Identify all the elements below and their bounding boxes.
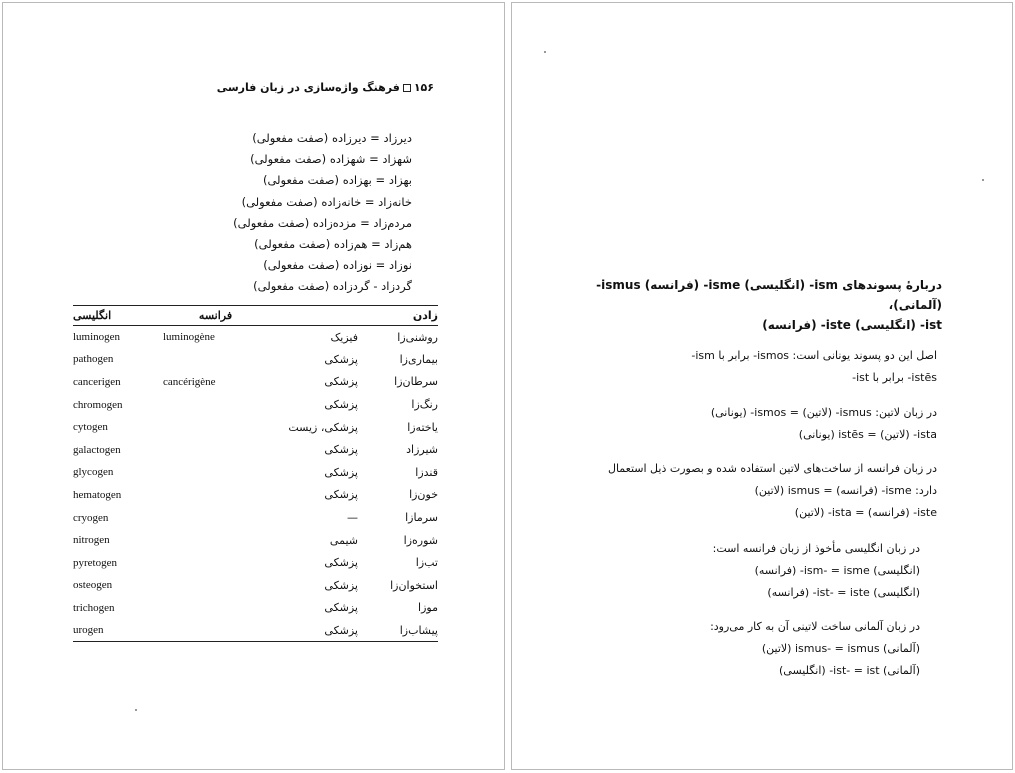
table-header-row: [73, 306, 438, 326]
list-item: خانه‌زاد = خانه‌زاده (صفت مفعولی): [241, 194, 412, 209]
scan-speck: [982, 179, 984, 181]
cell-field: پزشکی: [324, 465, 358, 479]
table-row: [73, 529, 438, 552]
paragraph-line: (آلمانی) ismus- = ismus (لاتین): [761, 642, 920, 655]
page-number: ۱۵۶: [413, 81, 434, 94]
cell-french: [163, 619, 268, 642]
cell-french: [163, 506, 268, 529]
table-row: [73, 461, 438, 484]
cell-french: cancérigène: [163, 375, 216, 388]
paragraph-line: در زبان فرانسه از ساخت‌های لاتین استفاده شده و بصورت ذیل استعمال: [607, 462, 937, 475]
header-persian: زادن: [358, 306, 438, 326]
paragraph-english: [713, 538, 920, 604]
cell-english: hematogen: [73, 488, 122, 501]
cell-persian: بیماری‌زا: [399, 352, 438, 366]
cell-french: [163, 551, 268, 574]
list-item: گردزاد - گردزاده (صفت مفعولی): [253, 279, 412, 294]
cell-english: cytogen: [73, 421, 108, 434]
running-header: [74, 81, 434, 94]
paragraph-line: iste- (فرانسه) = ista- (لاتین): [794, 506, 937, 519]
cell-french: [163, 461, 268, 484]
table-row: [73, 597, 438, 620]
cell-english: pyretogen: [73, 556, 117, 569]
table-row: [73, 348, 438, 371]
paragraph-line: در زبان انگلیسی مأخوذ از زبان فرانسه است:: [712, 542, 920, 555]
table-row: [73, 551, 438, 574]
cell-field: —: [347, 511, 358, 525]
header-english: انگلیسی: [73, 306, 163, 326]
cell-english: luminogen: [73, 331, 121, 344]
paragraph-german: [710, 616, 920, 682]
list-item: شهزاد = شهزاده (صفت مفعولی): [250, 152, 412, 167]
square-separator-icon: [403, 84, 411, 92]
cell-field: فیزیک: [330, 330, 358, 344]
cell-persian: سرمازا: [405, 511, 438, 525]
header-french: فرانسه: [163, 306, 268, 326]
list-item: نوزاد = نوزاده (صفت مفعولی): [263, 258, 412, 273]
paragraph-french: [608, 458, 937, 524]
cell-field: پزشکی: [324, 443, 358, 457]
cell-field: پزشکی، زیست: [288, 420, 358, 434]
zad-word-list: [152, 128, 412, 298]
table-row: [73, 326, 438, 349]
table-row: [73, 438, 438, 461]
list-item: هم‌زاد = هم‌زاده (صفت مفعولی): [254, 236, 412, 251]
cell-french: [163, 484, 268, 507]
cell-english: galactogen: [73, 443, 121, 456]
table-row: [73, 416, 438, 439]
paragraph-line: در زبان لاتین: ismus- (لاتین) = ismos- (یونانی): [710, 406, 937, 419]
paragraph-line: (آلمانی) ist- = ist- (انگلیسی): [778, 664, 920, 677]
cell-french: [163, 529, 268, 552]
cell-english: cryogen: [73, 511, 109, 524]
cell-persian: تب‌زا: [415, 556, 438, 570]
cell-french: [163, 438, 268, 461]
paragraph-line: دارد: isme- (فرانسه) = ismus (لاتین): [754, 484, 937, 497]
paragraph-line: istēs- برابر با ist-: [852, 371, 937, 384]
list-item: مردم‌زاد = مزده‌زاده (صفت مفعولی): [233, 215, 412, 230]
cell-field: پزشکی: [324, 578, 358, 592]
cell-field: پزشکی: [324, 556, 358, 570]
cell-english: cancerigen: [73, 375, 121, 388]
cell-field: پزشکی: [324, 398, 358, 412]
scan-speck: [135, 709, 137, 711]
cell-field: پزشکی: [324, 601, 358, 615]
cell-english: chromogen: [73, 398, 123, 411]
table-row: [73, 371, 438, 394]
table-row: [73, 506, 438, 529]
cell-field: پزشکی: [268, 619, 358, 642]
cell-french: [163, 574, 268, 597]
cell-english: osteogen: [73, 579, 113, 592]
cell-english: urogen: [73, 619, 163, 642]
table-row: [73, 484, 438, 507]
cell-persian: شیرزاد: [406, 443, 438, 457]
right-page: [511, 2, 1013, 770]
paragraph-greek-origin: [691, 345, 937, 389]
list-item: بهزاد = بهزاده (صفت مفعولی): [262, 173, 412, 188]
cell-french: [163, 416, 268, 439]
left-page: [2, 2, 505, 770]
cell-french: [163, 393, 268, 416]
cell-english: nitrogen: [73, 534, 110, 547]
section-title: [562, 275, 942, 335]
table-row: [73, 574, 438, 597]
paragraph-line: اصل این دو پسوند یونانی است: ismos- برابر با ism-: [691, 349, 937, 362]
cell-field: پزشکی: [324, 352, 358, 366]
cell-persian: موزا: [418, 601, 438, 615]
cell-english: trichogen: [73, 601, 115, 614]
paragraph-line: (انگلیسی) ist- = iste- (فرانسه): [767, 586, 920, 599]
cell-french: luminogène: [163, 331, 215, 344]
cell-field: پزشکی: [324, 375, 358, 389]
vocabulary-table: [73, 305, 438, 642]
cell-persian: رنگ‌زا: [411, 398, 438, 412]
cell-persian: سرطان‌زا: [394, 375, 438, 389]
cell-persian: یاخته‌زا: [407, 420, 438, 434]
section-title-line: ist- (انگلیسی) iste- (فرانسه): [762, 318, 942, 332]
cell-persian: شوره‌زا: [403, 533, 438, 547]
table-row: [73, 619, 438, 642]
cell-persian: روشنی‌زا: [397, 330, 438, 344]
cell-persian: پیشاب‌زا: [358, 619, 438, 642]
cell-english: pathogen: [73, 353, 114, 366]
cell-persian: قندزا: [415, 465, 438, 479]
paragraph-line: ista- (لاتین) = istēs (یونانی): [798, 428, 937, 441]
cell-field: پزشکی: [324, 488, 358, 502]
header-field: [268, 306, 358, 326]
cell-french: [163, 348, 268, 371]
cell-field: شیمی: [329, 533, 358, 547]
list-item: دیرزاد = دیرزاده (صفت مفعولی): [252, 131, 412, 145]
book-title: فرهنگ واژه‌سازی در زبان فارسی: [216, 81, 400, 94]
cell-french: [163, 597, 268, 620]
paragraph-line: (انگلیسی) ism- = isme- (فرانسه): [754, 564, 920, 577]
cell-english: glycogen: [73, 466, 114, 479]
table-row: [73, 393, 438, 416]
section-title-line: دربارهٔ پسوندهای ism- (انگلیسی) isme- (فرانسه) ismus- (آلمانی)،: [596, 278, 942, 312]
cell-persian: استخوان‌زا: [390, 578, 438, 592]
paragraph-latin: [711, 402, 937, 446]
scan-speck: [544, 51, 546, 53]
cell-persian: خون‌زا: [409, 488, 438, 502]
paragraph-line: در زبان آلمانی ساخت لاتینی آن به کار می‌رود:: [710, 620, 920, 633]
